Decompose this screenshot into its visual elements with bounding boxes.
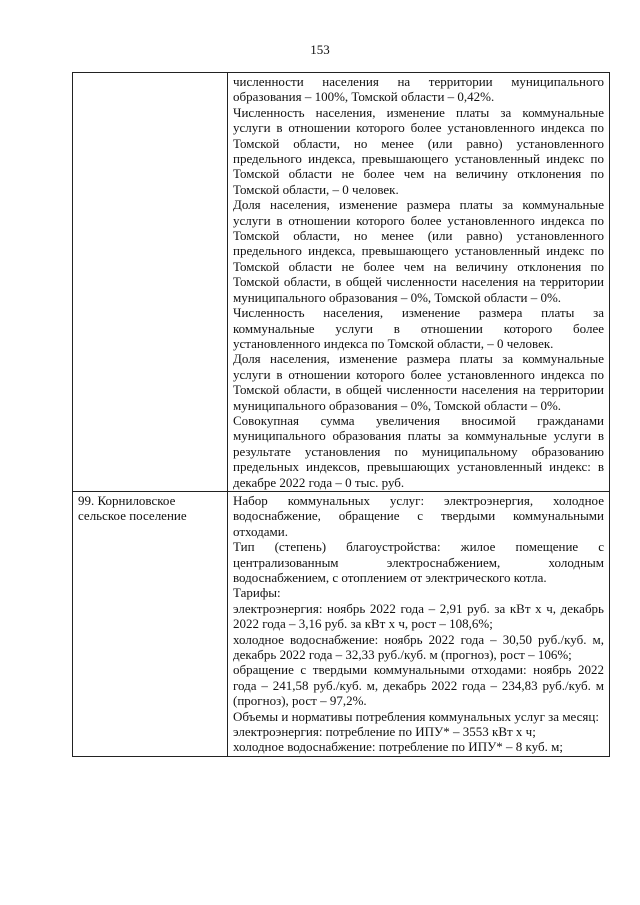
paragraph: Совокупная сумма увеличения вносимой гражданами муниципального образования платы за коммунальные услуги в результате установления по муниципальному образованию предельных индексов, превышающих установленный индекс: в декабре 2022 года – 0 тыс. руб. [233,412,604,490]
page-number: 153 [310,42,330,57]
paragraph: Тип (степень) благоустройства: жилое помещение с централизованным электроснабжением, холодным водоснабжением, с отоплением от электрического котла. [233,539,604,585]
paragraph: электроэнергия: ноябрь 2022 года – 2,91 руб. за кВт х ч, декабрь 2022 года – 3,16 руб. за кВт х ч, рост – 108,6%; [233,600,604,632]
table-row [73,491,610,756]
municipality-cell [73,73,228,492]
paragraph: численности населения на территории муниципального образования – 100%, Томской области – 0,42%. [233,74,604,105]
paragraph: электроэнергия: потребление по ИПУ* – 3553 кВт х ч; [233,724,536,740]
paragraph: Численность населения, изменение размера платы за коммунальные услуги в отношении которого более установленного индекса по Томской области, – 0 человек. [233,305,604,351]
table-row [73,73,610,492]
paragraph: Доля населения, изменение размера платы за коммунальные услуги в отношении которого более установленного индекса по Томской области, но менее (или равно) установленного предельного индекса, превышающего установленный индекс по Томской области не более чем на величину отклонения по Томской области, в общей численности населения на территории муниципального образования – 0%, Томской области – 0%. [233,197,604,305]
paragraph: Набор коммунальных услуг: электроэнергия, холодное водоснабжение, обращение с твердыми коммунальными отходами. [233,492,604,539]
tariff-table [72,72,610,757]
paragraph: Численность населения, изменение платы за коммунальные услуги в отношении которого более установленного индекса по Томской области, но менее (или равно) установленного предельного индекса, превышающего установленный индекс по Томской области не более чем на величину отклонения по Томской области, – 0 человек. [233,104,604,197]
details-cell [228,491,610,756]
paragraph: Тарифы: [233,585,281,601]
municipality-cell: 99. Корниловское сельское поселение [73,491,228,756]
paragraph: обращение с твердыми коммунальными отходами: ноябрь 2022 года – 241,58 руб./куб. м, декабрь 2022 года – 234,83 руб./куб. м (прогноз), рост – 97,2%. [233,662,604,709]
details-cell [228,73,610,492]
paragraph: холодное водоснабжение: потребление по ИПУ* – 8 куб. м; [233,739,563,755]
paragraph: Доля населения, изменение размера платы за коммунальные услуги в отношении которого более установленного индекса по Томской области, в общей численности населения на территории муниципального образования – 0%, Томской области – 0%. [233,351,604,413]
paragraph: Объемы и нормативы потребления коммунальных услуг за месяц: [233,708,599,724]
paragraph: холодное водоснабжение: ноябрь 2022 года – 30,50 руб./куб. м, декабрь 2022 года – 32,33 руб./куб. м (прогноз), рост – 106%; [233,631,604,663]
